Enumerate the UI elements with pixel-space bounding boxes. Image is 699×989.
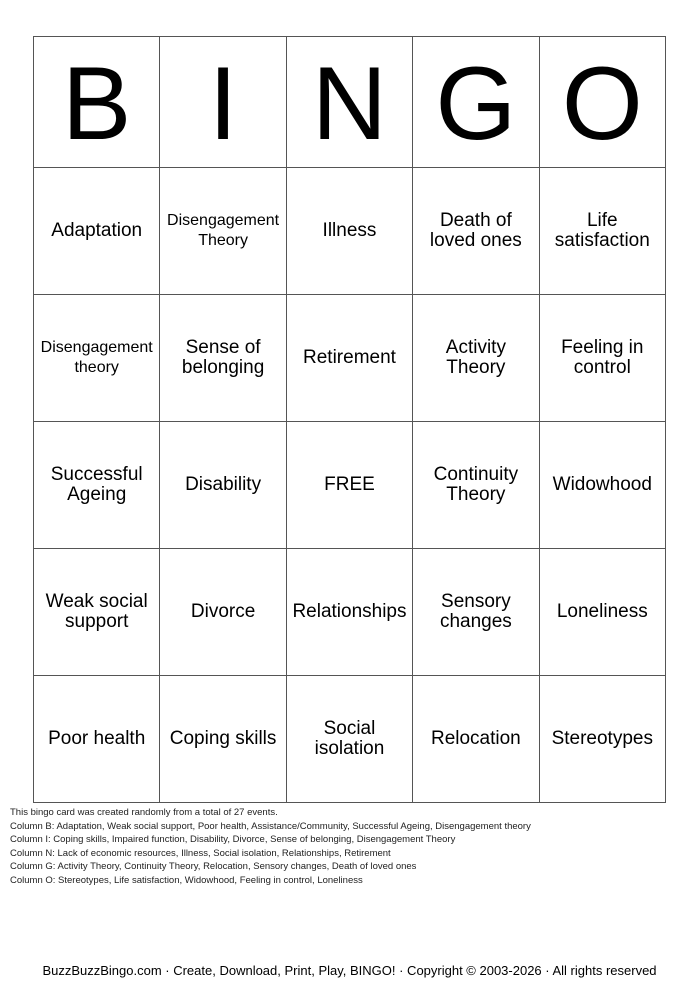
card-row [34, 549, 666, 676]
free-cell: FREE [286, 422, 412, 549]
bingo-cell: Stereotypes [539, 676, 665, 803]
bingo-cell: Retirement [286, 295, 412, 422]
bingo-card [33, 36, 666, 803]
column-o-list: Column O: Stereotypes, Life satisfaction, Widowhood, Feeling in control, Loneliness [10, 874, 363, 886]
bingo-cell: Weak social support [34, 549, 160, 676]
header-row [34, 37, 666, 168]
header-letter-b: B [34, 37, 160, 168]
header-letter-n: N [286, 37, 412, 168]
column-g-list: Column G: Activity Theory, Continuity Theory, Relocation, Sensory changes, Death of loved ones [10, 861, 417, 872]
bingo-cell: Sense of belonging [160, 295, 286, 422]
bingo-cell: Poor health [34, 676, 160, 803]
bingo-cell: Social isolation [286, 676, 412, 803]
bingo-cell: Life satisfaction [539, 168, 665, 295]
header-letter-o: O [539, 37, 665, 168]
card-note-summary: This bingo card was created randomly from a total of 27 events. [10, 807, 278, 818]
bingo-cell: Sensory changes [413, 549, 539, 676]
bingo-cell: Loneliness [539, 549, 665, 676]
bingo-cell: Continuity Theory [413, 422, 539, 549]
bingo-cell: Divorce [160, 549, 286, 676]
bingo-cell: Disengagement Theory [160, 168, 286, 295]
card-row [34, 676, 666, 803]
bingo-cell: Disability [160, 422, 286, 549]
column-b-list: Column B: Adaptation, Weak social support, Poor health, Assistance/Community, Successful Ageing, Disengagement theory [10, 820, 531, 832]
card-row [34, 422, 666, 549]
column-n-list: Column N: Lack of economic resources, Illness, Social isolation, Relationships, Retirement [10, 847, 391, 859]
bingo-cell: Relationships [286, 549, 412, 676]
bingo-cell: Death of loved ones [413, 168, 539, 295]
bingo-cell: Coping skills [160, 676, 286, 803]
bingo-cell: Disengagement theory [34, 295, 160, 422]
bingo-cell: Successful Ageing [34, 422, 160, 549]
bingo-cell: Activity Theory [413, 295, 539, 422]
card-notes [10, 806, 690, 887]
bingo-cell: Adaptation [34, 168, 160, 295]
bingo-cell: Widowhood [539, 422, 665, 549]
header-letter-g: G [413, 37, 539, 168]
bingo-cell: Feeling in control [539, 295, 665, 422]
header-letter-i: I [160, 37, 286, 168]
bingo-cell: Relocation [413, 676, 539, 803]
card-row [34, 168, 666, 295]
bingo-cell: Illness [286, 168, 412, 295]
card-row [34, 295, 666, 422]
footer-text: BuzzBuzzBingo.com · Create, Download, Print, Play, BINGO! · Copyright © 2003-2026 · All rights reserved [42, 963, 657, 978]
column-i-list: Column I: Coping skills, Impaired function, Disability, Divorce, Sense of belonging, Disengagement Theory [10, 834, 456, 845]
